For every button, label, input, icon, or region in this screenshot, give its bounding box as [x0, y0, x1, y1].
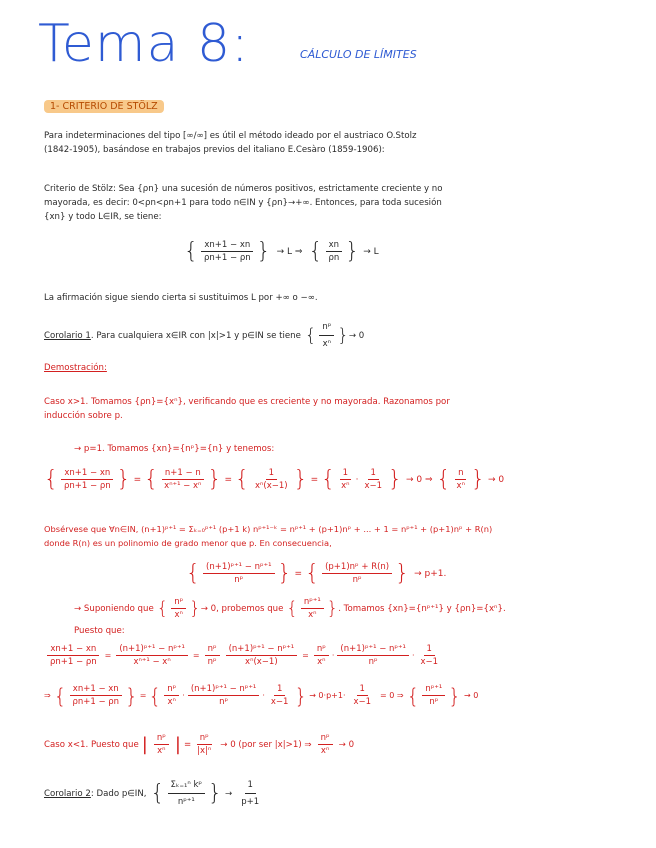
demo-label: Demostración: — [44, 363, 107, 373]
fraction — [338, 468, 352, 491]
left-brace: { — [234, 466, 249, 492]
fraction — [154, 733, 169, 756]
p1-text: → p=1. Tomamos {xn}={nᵖ}={n} y tenemos: — [74, 444, 275, 454]
case-1-line: inducción sobre p. — [44, 411, 123, 421]
right-brace: } — [388, 466, 403, 492]
denominator: xⁿ — [322, 339, 332, 349]
denominator: nᵖ — [368, 657, 378, 667]
numerator: xn+1 − xn — [70, 684, 122, 696]
fraction — [61, 468, 114, 491]
denominator: x−1 — [420, 657, 439, 667]
denominator: xⁿ — [308, 610, 317, 620]
limit-text: → 0 — [487, 474, 505, 485]
criterion-line: {xn} y todo L∈IR, se tiene: — [44, 212, 162, 222]
denominator: xⁿ — [174, 610, 183, 620]
page-title: Tema 8: — [38, 14, 250, 74]
fraction — [194, 733, 214, 756]
numerator: nᵖ — [171, 597, 186, 609]
equals: = — [133, 474, 142, 485]
numerator: 1 — [368, 468, 379, 480]
numerator: nᵖ — [164, 684, 179, 696]
denominator: ρn — [328, 253, 340, 263]
numerator: Σₖ₌₁ⁿ kᵖ — [168, 778, 206, 794]
left-brace: { — [144, 466, 159, 492]
right-brace: } — [116, 466, 131, 492]
left-brace: { — [44, 466, 58, 492]
left-brace: { — [148, 683, 162, 708]
corollary-2 — [44, 778, 265, 809]
abs-bar: | — [174, 734, 181, 755]
times: · — [262, 691, 265, 700]
remark-text: La afirmación sigue siendo cierta si sustituimos L por +∞ o −∞. — [44, 293, 318, 303]
right-brace: } — [448, 683, 462, 708]
intro-line: Para indeterminaciones del tipo [∞/∞] es útil el método ideado por el austriaco O.Stolz — [44, 131, 417, 141]
criterion-line: mayorada, es decir: 0<ρn<ρn+1 para todo n∈IN y {ρn}→+∞. Entonces, para toda sucesión — [44, 198, 442, 208]
denominator: p+1 — [241, 797, 260, 807]
denominator: nᵖ⁺¹ — [177, 797, 195, 807]
denominator: ρn+1 − ρn — [204, 253, 251, 263]
limit-text: → 0 — [348, 330, 365, 341]
fraction — [252, 468, 291, 491]
fraction — [205, 644, 220, 667]
numerator: n — [455, 468, 466, 480]
denominator: nᵖ — [219, 697, 229, 707]
denominator: xⁿ — [157, 746, 166, 756]
left-brace: { — [184, 238, 198, 264]
fraction — [161, 468, 204, 491]
limit-text: → 0 ⇒ — [406, 474, 433, 485]
equals: = — [139, 691, 147, 700]
numerator: nᵖ⁺¹ — [301, 597, 324, 609]
denominator: x−1 — [353, 697, 372, 707]
fraction — [318, 733, 333, 756]
p1-formula — [44, 468, 504, 491]
limit-text: → 0 — [338, 739, 355, 750]
equals: = — [224, 474, 232, 485]
right-brace: } — [326, 597, 339, 619]
right-brace: } — [294, 683, 308, 708]
observation-paragraph — [44, 522, 492, 550]
implies-text: → L ⇒ — [276, 246, 303, 257]
intro-line: (1842-1905), basándose en trabajos previos del italiano E.Cesàro (1859-1906): — [44, 145, 385, 155]
times: · — [411, 651, 415, 660]
equals: = — [183, 739, 192, 750]
numerator: (n+1)ᵖ⁺¹ − nᵖ⁺¹ — [203, 562, 275, 574]
induction-step — [74, 597, 506, 620]
fraction — [314, 644, 329, 667]
denominator: xⁿ — [456, 481, 465, 491]
left-brace: { — [305, 560, 320, 586]
equals: = — [104, 651, 112, 660]
left-brace: { — [286, 597, 298, 619]
fraction — [337, 644, 409, 667]
numerator: xn+1 − xn — [47, 644, 99, 656]
numerator: (n+1)ᵖ⁺¹ − nᵖ⁺¹ — [226, 644, 298, 656]
equals: = — [302, 651, 309, 660]
equation-2 — [44, 684, 478, 707]
left-brace: { — [406, 683, 420, 708]
abs-bar: | — [141, 734, 148, 755]
left-brace: { — [321, 466, 336, 492]
fraction — [203, 562, 275, 585]
prove-text: → 0, probemos que — [200, 603, 284, 614]
denominator: xⁿ(x−1) — [245, 657, 278, 667]
numerator: 1 — [340, 468, 351, 480]
equals: = — [192, 651, 200, 660]
fraction — [422, 684, 445, 707]
equals: = — [294, 568, 303, 579]
right-brace: } — [125, 683, 138, 708]
numerator: xn+1 − xn — [201, 240, 253, 252]
denominator: xⁿ(x−1) — [254, 481, 288, 491]
left-brace: { — [150, 780, 165, 806]
numerator: (n+1)ᵖ⁺¹ − nᵖ⁺¹ — [337, 644, 409, 656]
fraction — [47, 644, 100, 667]
denominator: nᵖ — [207, 657, 217, 667]
fraction — [325, 240, 342, 263]
left-brace: { — [186, 560, 200, 586]
numerator: (n+1)ᵖ⁺¹ − nᵖ⁺¹ — [116, 644, 188, 656]
fraction — [188, 684, 260, 707]
numerator: nᵖ — [154, 733, 169, 745]
implies-text: ⇒ — [44, 691, 51, 700]
right-brace: } — [277, 560, 292, 586]
numerator: 1 — [245, 778, 256, 794]
denominator: xⁿ — [317, 657, 326, 667]
criterion-line: Criterio de Stölz: Sea {ρn} una sucesión de números positivos, estrictamente creciente y no — [44, 184, 443, 194]
numerator: nᵖ — [319, 320, 334, 336]
corollary-2-label: Corolario 2 — [44, 788, 91, 799]
intro-paragraph — [44, 129, 416, 157]
numerator: n+1 − n — [162, 468, 204, 480]
fraction — [268, 684, 292, 707]
denominator: nᵖ — [429, 697, 439, 707]
puesto-text: Puesto que: — [74, 626, 125, 636]
fraction — [201, 240, 254, 263]
right-brace: } — [293, 466, 308, 492]
observation-formula — [186, 562, 446, 585]
fraction — [116, 644, 188, 667]
left-brace: { — [156, 597, 169, 619]
numerator: nᵖ⁺¹ — [422, 684, 445, 696]
fraction — [361, 468, 385, 491]
right-brace: } — [345, 238, 360, 264]
observation-line: Obsérvese que ∀n∈IN, (n+1)ᵖ⁺¹ = Σₖ₌₀ᵖ⁺¹ (p+1 k) nᵖ⁺¹⁻ᵏ = nᵖ⁺¹ + (p+1)nᵖ + ... + 1 = nᵖ⁺¹ + (p+1)nᵖ + R(n) — [44, 524, 493, 534]
denominator: xⁿ — [167, 697, 176, 707]
left-brace: { — [53, 683, 67, 708]
fraction — [171, 597, 186, 620]
case-2-text: Caso x<1. Puesto que — [44, 739, 139, 750]
left-brace: { — [308, 238, 323, 264]
fraction — [322, 562, 392, 585]
corollary-1 — [44, 320, 364, 351]
equation-1 — [44, 644, 444, 667]
limit-text: → 0·p+1· — [309, 691, 346, 700]
numerator: 1 — [266, 468, 277, 480]
equals: = — [310, 474, 319, 485]
case-1-paragraph — [44, 395, 450, 423]
numerator: (n+1)ᵖ⁺¹ − nᵖ⁺¹ — [188, 684, 260, 696]
denominator: xⁿ — [341, 481, 350, 491]
page-subtitle: CÁLCULO DE LÍMITES — [300, 48, 417, 61]
criterion-paragraph — [44, 182, 443, 224]
corollary-2-text: : Dado p∈IN, — [90, 788, 147, 799]
right-brace: } — [208, 780, 223, 806]
right-brace: } — [207, 466, 222, 492]
numerator: (p+1)nᵖ + R(n) — [322, 562, 392, 574]
numerator: nᵖ — [205, 644, 220, 656]
denominator: xⁿ — [320, 746, 330, 756]
denominator: ρn+1 − ρn — [64, 481, 111, 491]
denominator: xⁿ⁺¹ − xⁿ — [164, 481, 202, 491]
denominator: nᵖ — [234, 575, 244, 585]
limit-text: → p+1. — [414, 568, 447, 579]
fraction — [417, 644, 441, 667]
suppose-text: → Suponiendo que — [74, 603, 154, 614]
limit-text: → 0 (por ser |x|>1) ⇒ — [220, 739, 312, 750]
denominator: x−1 — [364, 481, 383, 491]
fraction — [454, 468, 468, 491]
limit-text: → 0 — [464, 691, 479, 700]
denominator: ρn+1 − ρn — [50, 657, 97, 667]
times: · — [355, 474, 359, 485]
right-brace: } — [395, 560, 410, 586]
arrow: → — [225, 788, 233, 799]
numerator: nᵖ — [314, 644, 329, 656]
right-brace: } — [470, 466, 485, 492]
numerator: 1 — [274, 684, 285, 696]
numerator: nᵖ — [197, 733, 212, 745]
denominator: ρn+1 − ρn — [72, 697, 120, 707]
implies-text: = 0 ⇒ — [380, 691, 404, 700]
denominator: nᵖ — [352, 575, 362, 585]
times: · — [331, 651, 335, 660]
times: · — [182, 691, 185, 700]
fraction — [168, 778, 206, 809]
right-brace: } — [189, 597, 201, 619]
right-brace: } — [256, 238, 271, 264]
corollary-1-text: . Para cualquiera x∈IR con |x|>1 y p∈IN se tiene — [90, 330, 301, 341]
fraction — [301, 597, 324, 620]
numerator: 1 — [424, 644, 435, 656]
fraction — [319, 320, 334, 351]
case-1-line: Caso x>1. Tomamos {ρn}={xⁿ}, verificando que es creciente y no mayorada. Razonamos por — [44, 397, 450, 407]
fraction — [238, 778, 262, 809]
observation-line: donde R(n) es un polinomio de grado menor que p. En consecuencia, — [44, 538, 332, 548]
fraction — [69, 684, 122, 707]
left-brace: { — [436, 466, 451, 492]
case-2 — [44, 733, 354, 756]
denominator: |x|ⁿ — [197, 746, 212, 756]
right-brace: } — [337, 324, 349, 346]
numerator: nᵖ — [318, 733, 333, 745]
numerator: 1 — [357, 684, 368, 696]
fraction — [350, 684, 374, 707]
stolz-formula — [184, 240, 379, 263]
limit-text: → L — [363, 246, 379, 257]
numerator: xn — [326, 240, 342, 252]
denominator: x−1 — [270, 697, 289, 707]
left-brace: { — [304, 324, 317, 346]
corollary-1-label: Corolario 1 — [44, 330, 91, 341]
take-text: . Tomamos {xn}={nᵖ⁺¹} y {ρn}={xⁿ}. — [338, 603, 506, 614]
denominator: xⁿ⁺¹ − xⁿ — [133, 657, 171, 667]
fraction — [164, 684, 179, 707]
numerator: xn+1 − xn — [61, 468, 113, 480]
fraction — [226, 644, 298, 667]
section-heading: 1- CRITERIO DE STÖLZ — [44, 100, 164, 113]
